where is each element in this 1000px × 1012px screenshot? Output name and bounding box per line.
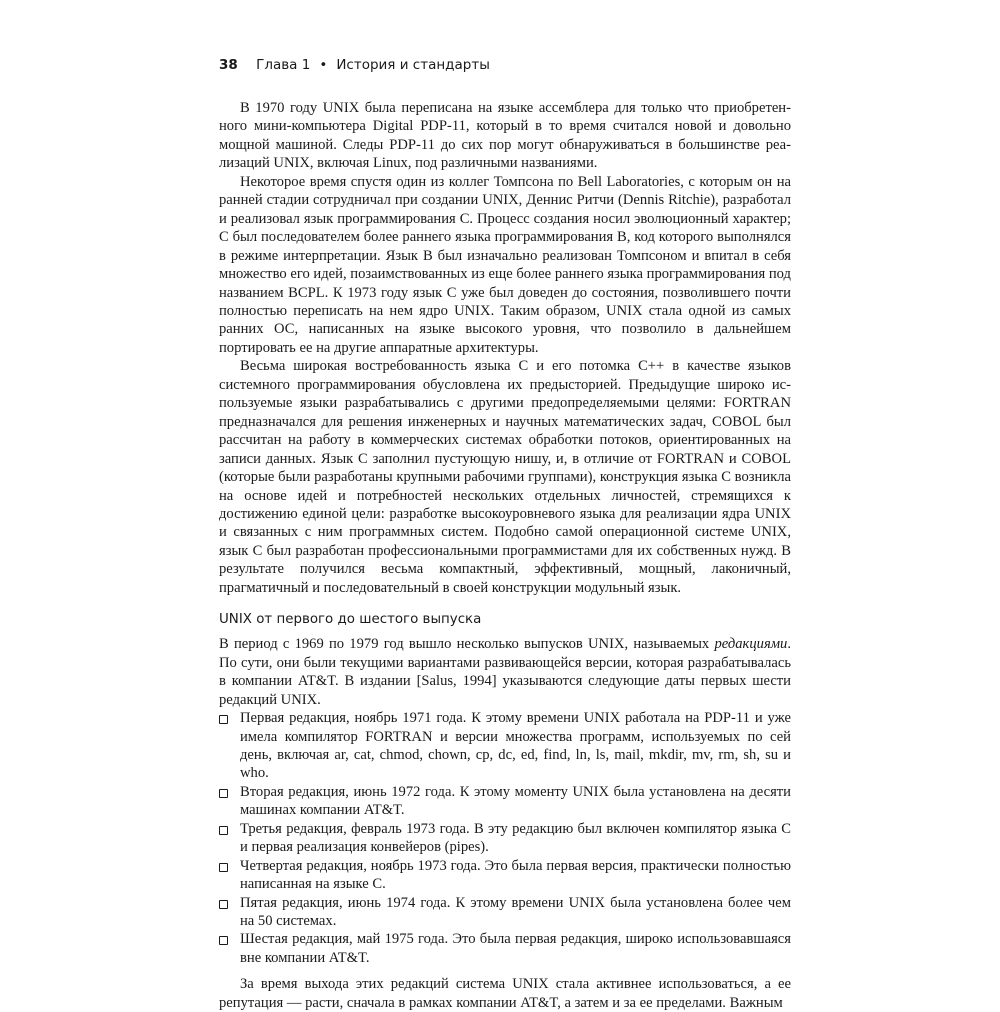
spacer bbox=[219, 967, 791, 975]
section-heading: UNIX от первого до шестого выпуска bbox=[219, 612, 482, 628]
checkbox-bullet-icon bbox=[219, 826, 228, 835]
list-item bbox=[219, 894, 791, 931]
header-separator: • bbox=[319, 57, 328, 73]
list-item-text: Третья редакция, февраль 1973 года. В эту редакцию был включен компилятор языка C и первая реализация конвейеров (pipes). bbox=[240, 820, 791, 856]
checkbox-bullet-icon bbox=[219, 863, 228, 872]
checkbox-bullet-icon bbox=[219, 900, 228, 909]
paragraph: Весьма широкая востребованность языка C и его потомка C++ в качестве языков системного программирования обусловлена их предысторией. Предыдущие широко используемые языки разрабатывались с другими предопределяемыми целями: FORTRAN предназначался для решения инженерных и научных математических задач, COBOL был рассчитан на работу в коммерческих системах обработки потоков, ориентированных на записи данных. Язык C заполнил пустующую нишу, и, в отличие от FORTRAN и COBOL (которые были разработаны крупными рабочими группами), конструкция языка C возникла на основе идей и потребностей нескольких отдельных личностей, стремящихся к достижению единой цели: разработке высокоуровневого языка для реализации ядра UNIX и связанных с ним программных систем. Подобно самой операционной системе UNIX, язык C был разработан профессиональными программистами для их собственных нужд. В результате получился весьма компактный, эффективный, мощный, лаконичный, прагматичный и последовательный в своей конструкции модульный язык. bbox=[219, 358, 791, 596]
list-item-text: Вторая редакция, июнь 1972 года. К этому моменту UNIX была установлена на десяти машинах компании AT&T. bbox=[240, 783, 791, 819]
list-item-text: Четвертая редакция, ноябрь 1973 года. Это была первая версия, практически полностью написанная на языке C. bbox=[240, 857, 791, 893]
chapter-label: Глава 1 bbox=[256, 57, 311, 73]
page-number: 38 bbox=[219, 57, 238, 73]
chapter-title: История и стандарты bbox=[336, 57, 490, 73]
intro-text-continued: . По сути, они были текущими вариантами развивающейся версии, которая разрабатывалась в компании AT&T. В издании [Salus, 1994] указываются следующие даты первых шести редакций UNIX. bbox=[219, 636, 791, 708]
checkbox-bullet-icon bbox=[219, 936, 228, 945]
section-intro bbox=[219, 635, 791, 709]
editions-list bbox=[219, 709, 791, 967]
list-item bbox=[219, 783, 791, 820]
list-item bbox=[219, 709, 791, 783]
intro-emphasis: редакциями bbox=[714, 636, 788, 653]
paragraph: В 1970 году UNIX была переписана на языке ассемблера для только что приобретенного мини-компьютера Digital PDP-11, который в то время считался новой и довольно мощной машиной. Следы PDP-11 до сих пор могут обнаруживаться в большинстве реализаций UNIX, включая Linux, под различными названиями. bbox=[219, 100, 791, 172]
list-item-text: Шестая редакция, май 1975 года. Это была первая редакция, широко использовавшаяся вне компании AT&T. bbox=[240, 931, 791, 966]
checkbox-bullet-icon bbox=[219, 789, 228, 798]
list-item bbox=[219, 820, 791, 857]
list-item bbox=[219, 930, 791, 967]
list-item-text: Пятая редакция, июнь 1974 года. К этому времени UNIX была установлена более чем на 50 системах. bbox=[240, 894, 791, 930]
intro-text: В период с 1969 по 1979 год вышло несколько выпусков UNIX, называемых bbox=[219, 636, 715, 653]
list-item-text: Первая редакция, ноябрь 1971 года. К этому времени UNIX работала на PDP-11 и уже имела компилятор FORTRAN и версии множества программ, используемых по сей день, включая ar, cat, chmod, chown, cp, dc, ed, find, ln, ls, mail, mkdir, mv, rm, sh, su и who. bbox=[240, 710, 791, 782]
checkbox-bullet-icon bbox=[219, 715, 228, 724]
closing-paragraph: За время выхода этих редакций система UNIX стала активнее использоваться, а ее репутация — расти, сначала в рамках компании AT&T, а затем и за ее пределами. Важным bbox=[219, 976, 791, 1011]
page-body bbox=[219, 99, 791, 1012]
paragraph: Некоторое время спустя один из коллег Томпсона по Bell Laboratories, с которым он на ранней стадии сотрудничал при создании UNIX, Деннис Ритчи (Dennis Ritchie), разработал и реализовал язык программирования C. Процесс создания носил эволюционный характер; C был последователем более раннего языка программирования B, код которого выполнялся в режиме интерпретации. Язык B был изначально реализован Томпсоном и впитал в себя множество его идей, позаимствованных из еще более раннего языка программирования под названием BCPL. К 1973 году язык C уже был доведен до состояния, позволившего почти полностью переписать на нем ядро UNIX. Таким образом, UNIX стала одной из самых ранних ОС, написанных на языке высокого уровня, что позволило в дальнейшем портировать ее на другие аппаратные архитектуры. bbox=[219, 173, 791, 356]
running-head bbox=[219, 55, 490, 75]
list-item bbox=[219, 857, 791, 894]
